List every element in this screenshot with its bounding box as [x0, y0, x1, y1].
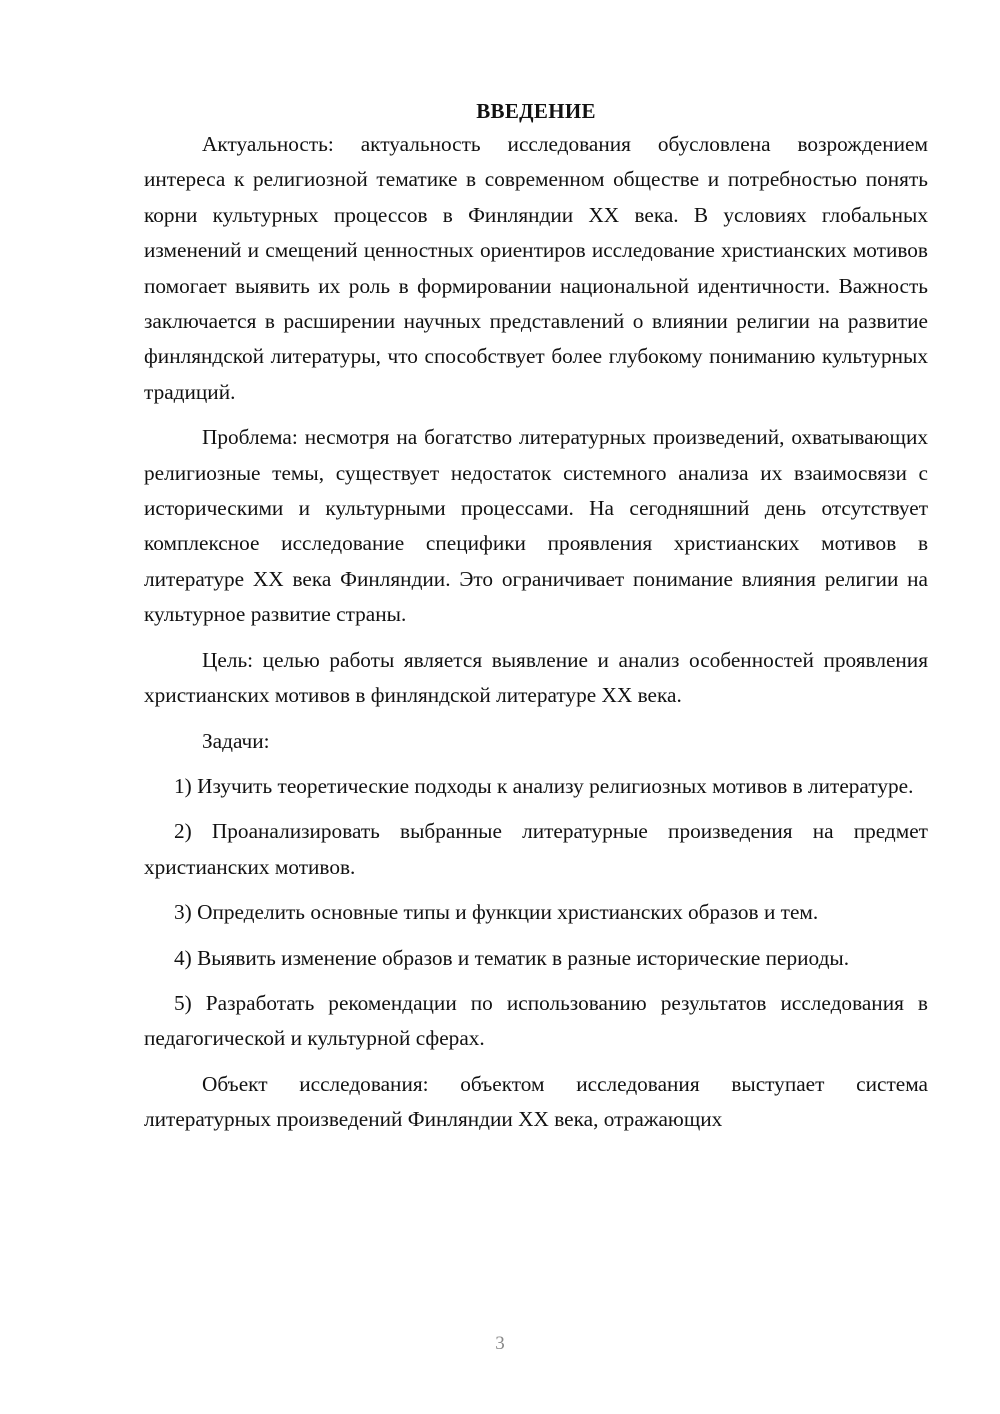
paragraph-problem: Проблема: несмотря на богатство литературных произведений, охватывающих религиозные темы, существует недостаток системного анализа их взаимосвязи с историческими и культурными процессами. На сегодняшний день отсутствует комплексное исследование специфики проявления христианских мотивов в литературе XX века Финляндии. Это ограничивает понимание влияния религии на культурное развитие страны.	[144, 425, 928, 627]
task-item-4: 4) Выявить изменение образов и тематик в разные исторические периоды.	[174, 945, 850, 970]
paragraph-relevance: Актуальность: актуальность исследования обусловлена возрождением интереса к религиозной тематике в современном обществе и потребностью понять корни культурных процессов в Финляндии XX века. В условиях глобальных изменений и смещений ценностных ориентиров исследование христианских мотивов помогает выявить их роль в формировании национальной идентичности. Важность заключается в расширении научных представлений о влиянии религии на развитие финляндской литературы, что способствует более глубокому пониманию культурных традиций.	[144, 132, 928, 404]
page-content	[144, 95, 928, 1148]
tasks-label: Задачи:	[202, 728, 270, 753]
paragraph-goal: Цель: целью работы является выявление и анализ особенностей проявления христианских мотивов в финляндской литературе XX века.	[144, 647, 928, 708]
section-heading: ВВЕДЕНИЕ	[476, 99, 596, 123]
paragraph-object: Объект исследования: объектом исследования выступает система литературных произведений Финляндии XX века, отражающих	[144, 1071, 928, 1132]
task-item-3: 3) Определить основные типы и функции христианских образов и тем.	[174, 900, 819, 925]
page-number: 3	[495, 1333, 505, 1354]
task-item-1: 1) Изучить теоретические подходы к анализу религиозных мотивов в литературе.	[174, 773, 914, 798]
task-item-2: 2) Проанализировать выбранные литературные произведения на предмет христианских мотивов.	[144, 819, 928, 879]
task-item-5: 5) Разработать рекомендации по использованию результатов исследования в педагогической и культурной сферах.	[144, 990, 928, 1051]
